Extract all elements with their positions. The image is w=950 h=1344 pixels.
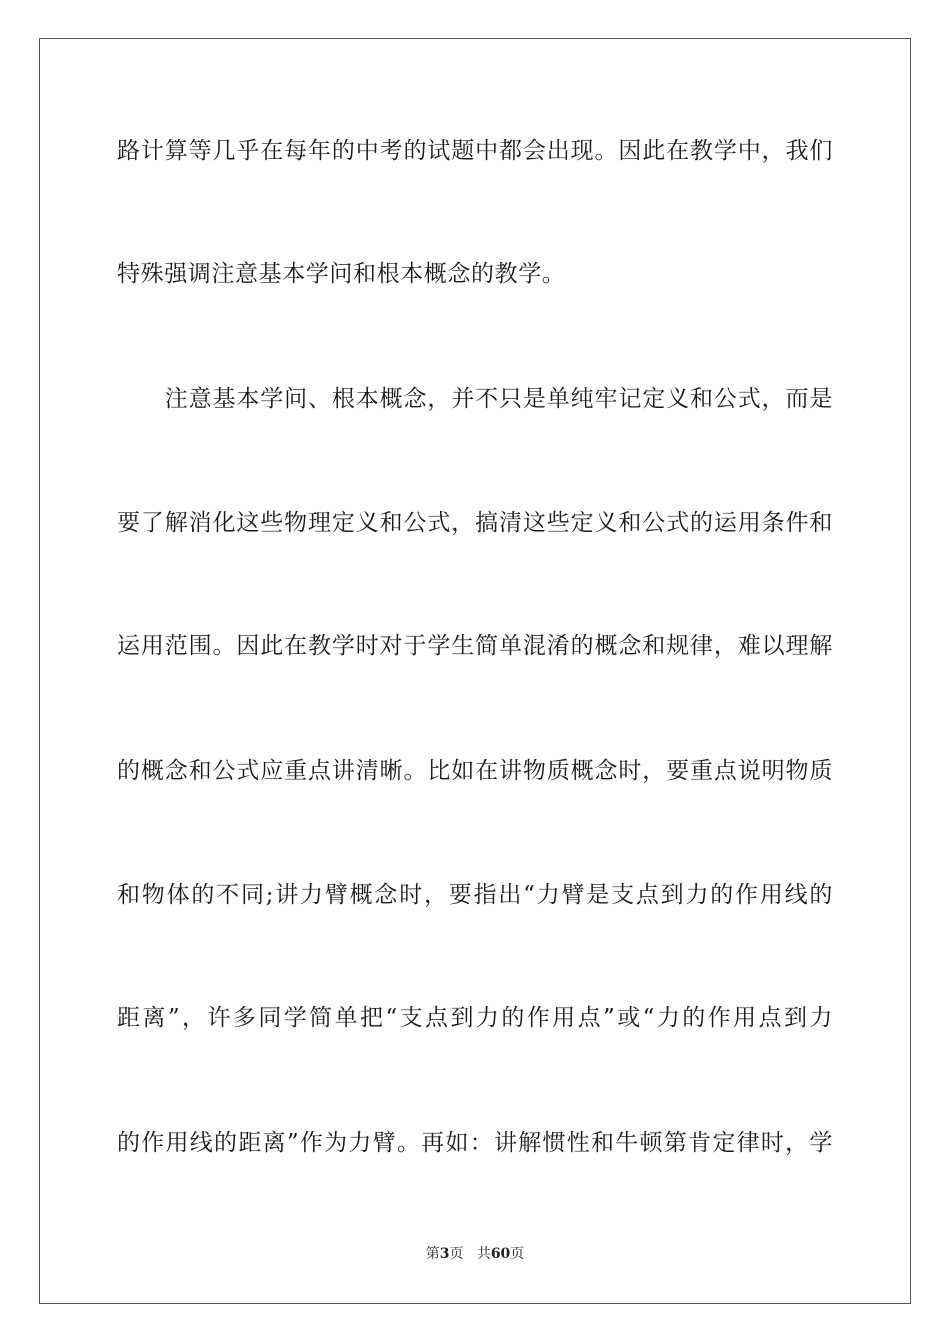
text-line-3: 注意基本学问、根本概念，并不只是单纯牢记定义和公式，而是 — [117, 386, 833, 412]
page-border — [39, 38, 911, 1304]
text-line-9: 的作用线的距离”作为力臂。再如：讲解惯性和牛顿第肯定律时，学 — [117, 1130, 833, 1156]
footer-prefix: 第 — [425, 1246, 440, 1262]
text-line-7: 和物体的不同;讲力臂概念时，要指出“力臂是支点到力的作用线的 — [117, 882, 833, 908]
text-line-8: 距离”，许多同学简单把“支点到力的作用点”或“力的作用点到力 — [117, 1005, 833, 1031]
text-line-5: 运用范围。因此在教学时对于学生简单混淆的概念和规律，难以理解 — [117, 633, 833, 659]
page-footer — [0, 1244, 950, 1264]
footer-page-number: 3 — [439, 1246, 450, 1262]
text-line-4: 要了解消化这些物理定义和公式，搞清这些定义和公式的运用条件和 — [117, 510, 833, 536]
footer-page-unit: 页 — [449, 1246, 464, 1262]
footer-total-prefix: 共 — [476, 1246, 491, 1262]
text-line-2: 特殊强调注意基本学问和根本概念的教学。 — [117, 261, 566, 287]
text-line-6: 的概念和公式应重点讲清晰。比如在讲物质概念时，要重点说明物质 — [117, 758, 833, 784]
text-line-1: 路计算等几乎在每年的中考的试题中都会出现。因此在教学中，我们 — [117, 138, 833, 164]
footer-total-unit: 页 — [510, 1246, 525, 1262]
footer-total-pages: 60 — [490, 1246, 511, 1262]
